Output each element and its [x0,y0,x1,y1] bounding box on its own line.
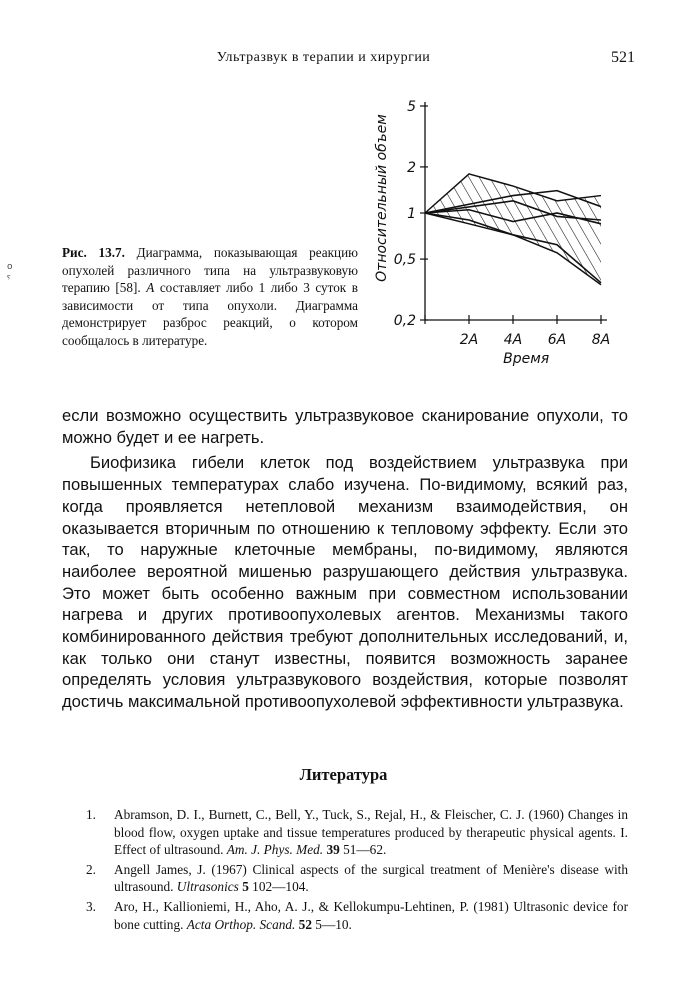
body-paragraph: Биофизика гибели клеток под воздействием ультразвука при повышенных температурах слабо изучена. По-видимому, всякий раз, когда проявляется нетепловой механизм взаимодействия, он оказывается вторичным по отношению к тепловому эффекту. Если это так, то наружные клеточные мембраны, по-видимому, являются наиболее вероятной мишенью разрушающего действия ультразвука. Это может быть особенно важным при совместном использовании нагрева и других противоопухолевых агентов. Механизмы такого комбинированного действия требуют дополнительных исследований, и, как только они станут известны, появится возможность заранее определять условия ультразвукового воздействия, которые позволят достичь максимальной противоопухолевой эффективности ультразвука. [62,453,628,712]
caption-text-2: составляет либо 1 либо 3 суток в зависимости от типа опухоли. Диаграмма демонстрирует разброс реакций, о котором сообщалось в литературе. [62,280,358,348]
chart-x-tick-label: 8A [591,332,611,348]
reference-number: 3. [86,898,96,914]
margin-mark: ⲋ [7,272,11,282]
reference-volume: 39 [326,842,340,858]
reference-journal: Ultrasonics [176,879,239,895]
reference-volume: 5 [242,879,249,895]
reference-text: Abramson, D. I., Burnett, C., Bell, Y., Tuck, S., Rejal, H., & Fleischer, C. J. (1960) Changes in blood flow, oxygen uptake and tissue temperatures produced by therapeutic physical agents. I. Effect of ultrasound. [114,807,628,858]
reference-journal: Am. J. Phys. Med. [226,842,324,858]
reference-list [86,806,628,935]
reference-text: Aro, H., Kallioniemi, H., Aho, A. J., & Kellokumpu-Lehtinen, P. (1981) Ultrasonic device for bone cutting. [114,898,628,932]
reference-volume: 52 [298,916,312,932]
reference-journal: Acta Orthop. Scand. [186,916,296,932]
margin-mark: о [7,262,13,272]
caption-text-1: Диаграмма, показывающая реакцию опухолей различного типа на ультразвуковую терапию [58]. [62,245,358,296]
reference-pages: 5—10. [315,916,352,932]
reference-pages: 102—104. [252,879,309,895]
figure-label: Рис. 13.7. [62,245,125,260]
figure-caption [62,244,358,350]
reference-number: 2. [86,861,96,877]
margin-marks [7,262,13,282]
reference-number: 1. [86,807,96,822]
reference-item [86,861,628,896]
chart-x-tick-label: 6A [547,332,567,348]
chart-y-tick-label: 0,2 [393,313,416,329]
chart-x-tick-label: 4A [503,332,523,348]
chart-y-tick-label: 1 [407,206,416,222]
figure-chart [365,88,630,378]
reference-pages: 51—62. [343,842,387,858]
literature-heading: Литература [299,765,388,784]
body-paragraph: если возможно осуществить ультразвуковое сканирование опухоли, то можно будет и ее нагреть. [62,406,628,447]
reference-item [86,806,628,859]
page-number: 521 [611,49,635,66]
reference-item [86,898,628,933]
body-text [62,405,628,713]
header-title: Ультразвук в терапии и хирургии [216,50,431,65]
caption-italic-a: А [146,280,155,296]
chart-x-tick-label: 2A [459,332,479,348]
chart-y-axis-label: Относительный объем [374,114,390,282]
chart-y-tick-label: 0,5 [393,252,416,269]
chart-y-tick-label: 5 [407,99,416,115]
chart-y-tick-label: 2 [407,159,416,176]
running-header [0,50,687,66]
chart-x-axis-label: Время [503,351,550,367]
reference-text: Angell James, J. (1967) Clinical aspects of the surgical treatment of Menière's disease with ultrasound. [114,861,628,895]
